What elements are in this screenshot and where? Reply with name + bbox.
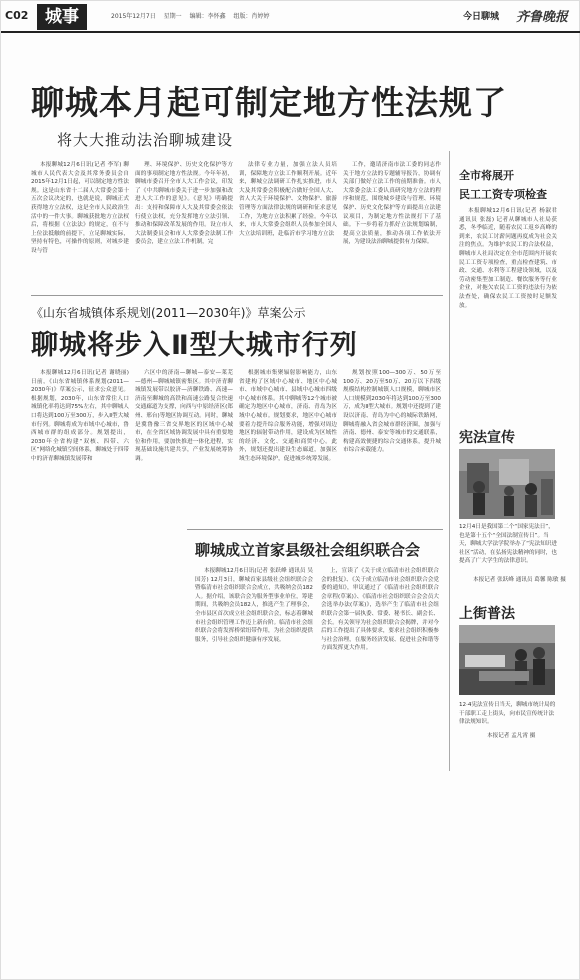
divider — [31, 295, 443, 296]
layout-credit: 组版：肖婷婷 — [233, 13, 270, 20]
street-law-photo-image — [459, 625, 555, 695]
page-number: C02 — [5, 9, 29, 22]
brand-name: 今日聊城 — [463, 12, 500, 22]
issue-date: 2015年12月7日 — [111, 13, 156, 20]
lead-column-4: 工作，邀请济南市法工委的同志作关于地方立法的专题辅导报告，协调有关部门做好立法工作的前期准备。市人大常委会法工委认真研究地方立法的程序和规范，围绕城乡建设与管理、环境保护、历史文化保护等方面提出立法建议项目，为制定地方性法规打下了基础。下一步将着力抓好立法规划编制，提高立法质量，推动各项工作依法开展，为建设法治聊城提供有力保障。 — [343, 162, 441, 246]
sidebar-story-body: 本报聊城12月6日讯(记者 杨淑君 通讯员 张磊) 记者从聊城市人社局获悉，冬季临近，随着农民工返乡高峰的到来，农民工讨薪问题再度成为社会关注的焦点。为维护农民工的合法权益，聊城市人社局决定在全市范围内开展农民工工资专项检查，重点检查建筑、市政、交通、水利等工程建设领域，以及劳动密集型加工制造、餐饮服务等行业企业，对拖欠农民工工资的违法行为依法查处，确保农民工工资按时足额发放。 — [459, 208, 557, 309]
street-law-caption: 12·4宪法宣传日当天，聊城市统计局的干部职工走上街头，向市民宣传统计法律法规知识。 — [459, 702, 556, 726]
masthead-logo: 齐鲁晚报 — [516, 10, 569, 25]
divider — [187, 529, 443, 530]
social-headline: 聊城成立首家县级社会组织联合会 — [195, 541, 421, 559]
street-law-byline: 本报记者 孟凡霄 摄 — [487, 733, 536, 739]
planning-column-3: 根据城市集聚辐射影响能力，山东省建构了区域中心城市、地区中心城市、市域中心城市、县域中心城市四级中心城市体系。其中聊城等12个城市被确定为地区中心城市，济南、青岛为区域中心城市。规划要求，地区中心城市要着力提升综合服务功能，增强对周边地区的辐射带动作用，建设成为区域性的经济、文化、交通和商贸中心。此外，规划还提出建设生态廊道，加强区域生态环境保护，促进城乡统筹发展。 — [239, 370, 337, 462]
lead-subhead: 将大大推动法治聊城建设 — [57, 131, 234, 149]
header-meta — [111, 11, 276, 20]
planning-column-2: 六区中的济南—聊城—泰安—莱芜—德州—聊城城镇密集区。其中济青聊城镇发展带以胶济—济聊铁路、高速—济南至聊城的高铁和高速公路复合快速交通廊道为支撑，向西与中原经济区(郑州、邢台)等地区协调互动。同时，聊城是冀鲁豫三省交界地区的区域中心城市，在全省区域协调发展中具有重要地位和作用，要加快推进一体化进程，实现基础设施共建共享，产业发展统筹协调。 — [135, 370, 233, 462]
section-title: 城事 — [37, 4, 87, 30]
street-law-photo — [459, 625, 555, 695]
issue-weekday: 星期一 — [163, 13, 182, 20]
planning-column-1: 本报聊城12月6日讯(记者 谢晓丽) 日前，《山东省城镇体系规划(2011—2030年)》草案公示，征求公众意见。根据规划，2030年，山东省常住人口城镇化率将达到75%左右，其中聊城人口将达到100万至300万，步入Ⅱ型大城市行列。聊城将成为市域中心城市，鲁西城市群的组成部分。规划提出，2030年全省构建“双核、四带、六区”网络化城镇空间体系，聊城处于四带中的济青聊城镇发展带和 — [31, 370, 129, 462]
planning-headline: 聊城将步入Ⅱ型大城市行列 — [31, 330, 358, 361]
social-column-2: 上，宣读了《关于成立临清市社会组织联合会的批复》、《关于成立临清市社会组织联合会党委的通知》，审议通过了《临清市社会组织联合会章程(草案)》、《临清市社会组织联合会会员大会选举办法(草案)》，选举产生了临清市社会组织联合会第一届执委、常委、秘书长、副会长、会长。有关领导为社会组织联合会揭牌，并对今后的工作提出了具体要求，要求社会组织积极参与社会治理，在服务经济发展、促进社会和谐等方面发挥更大作用。 — [321, 568, 439, 652]
constitution-photo-image — [459, 449, 555, 519]
street-law-headline: 上街普法 — [459, 606, 515, 622]
constitution-byline: 本报记者 张跃峰 通讯员 葛馨 陈敏 摄 — [473, 577, 566, 583]
sidebar-divider — [449, 151, 450, 771]
page-header — [1, 1, 580, 33]
sidebar-story-title-line1: 全市将展开 — [459, 169, 514, 182]
lead-column-2: 理、环境保护、历史文化保护等方面的事项制定地方性法规。今年年初，聊城市委召开全市人大工作会议，印发了《中共聊城市委关于进一步加强和改进人大工作的意见》。《意见》明确提出：支持和保障市人大及其常委会依法行使立法权，充分发挥地方立法引领、推动和保障改革发展的作用。设立市人大法制委员会和市人大常委会法制工作委员会，建立立法工作机制，完 — [135, 162, 233, 246]
lead-column-1: 本报聊城12月6日讯(记者 李军) 聊城市人民代表大会及其常务委员会自2015年12月1日起，可以制定地方性法规。这是山东省十二届人大常委会第十五次会议决定的，也就是说，聊城正式获得地方立法权，这是全市人民政治生活中的一件大事。聊城获批地方立法权后，将根据《立法法》的规定，在不与上位法抵触的前提下，立足聊城实际，坚持有特色，可操作的原则，对城乡建设与管 — [31, 162, 129, 254]
constitution-photo — [459, 449, 555, 519]
lead-column-3: 法律专业力量，加强立法人员培训，保障地方立法工作顺利开展。近年来，聊城立法调研工作扎实推进，市人大及其常委会积极配合做好全国人大、省人大关于环境保护、文物保护、旅游管理等方面法律法规的调研和征求意见工作，为地方立法积累了经验。今年以来，市人大常委会组织人员参加全国人大立法培训班，赴临沂市学习地方立法 — [239, 162, 337, 237]
lead-headline: 聊城本月起可制定地方性法规了 — [31, 83, 507, 122]
social-column-1: 本报聊城12月6日讯(记者 张跃峰 通讯员 吴国芳) 12月3日，聊城首家县级社会组织联合会暨临清市社会组织联合会成立，共吸纳会员182人。据介绍，该联合会为服务型事业单位，筹建期间，共吸纳会员182人，推选产生了理事会，全市县区首次成立社会组织联合会，标志着聊城市社会组织管理工作迈上新台阶。临清市社会组织联合会将发挥桥梁纽带作用，为社会组织提供服务，引导社会组织健康有序发展。 — [195, 568, 313, 643]
planning-kicker: 《山东省城镇体系规划(2011—2030年)》草案公示 — [31, 306, 306, 320]
planning-column-4: 规划按照100—300万、50万至100万、20万至50万、20万以下四级规模结构控制城镇人口规模，聊城市区人口规模到2030年将达到100万至300万，成为Ⅱ型大城市。规划中还提到了建设以济南、青岛为中心的城际铁路网，聊城将融入省会城市群经济圈，加强与济南、德州、泰安等城市的交通联系，构建高效便捷的综合交通体系，提升城市综合承载能力。 — [343, 370, 441, 454]
constitution-caption: 12月4日是我国第二个“国家宪法日”，也是第十五个“全国法制宣传日”。当天，聊城大学法学院举办了“宪法知识进社区”活动，在弘扬宪法精神的同时，也提高了广大学生的法律意识。 — [459, 524, 557, 565]
sidebar-story-title-line2: 民工工资专项检查 — [459, 188, 547, 201]
constitution-headline: 宪法宣传 — [459, 430, 515, 446]
editor-credit: 编辑：李怀鑫 — [189, 13, 226, 20]
